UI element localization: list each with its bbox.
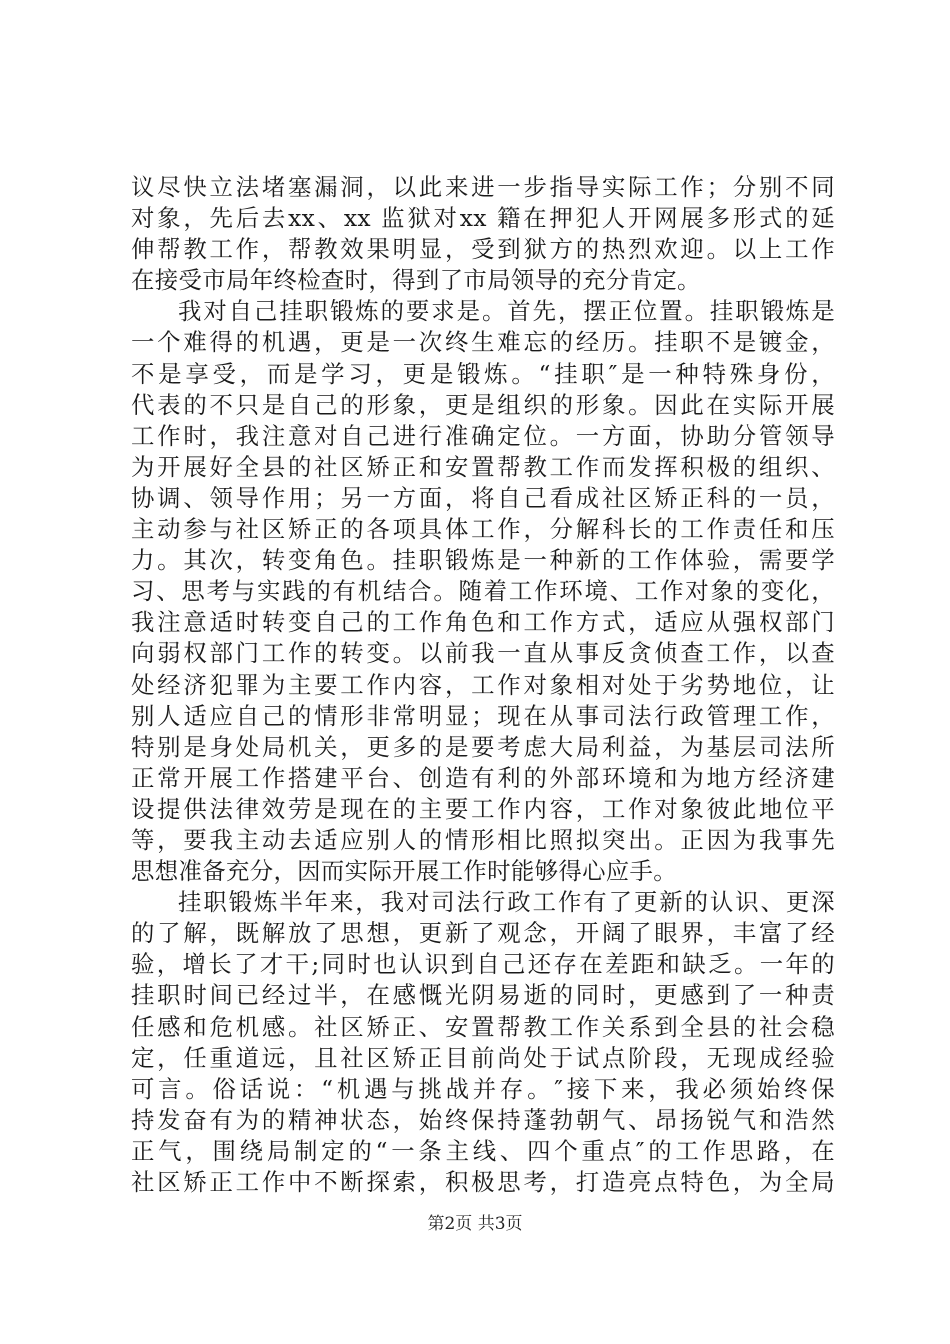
text-line: 协调、领导作用；另一方面，将自己看成社区矫正科的一员， (131, 483, 835, 512)
text-line: 习、思考与实践的有机结合。随着工作环境、工作对象的变化， (131, 577, 835, 606)
text-line: 可言。俗话说：“机遇与挑战并存。″接下来，我必须始终保 (131, 1074, 835, 1103)
text-line: 一个难得的机遇，更是一次终生难忘的经历。挂职不是镀金， (131, 328, 835, 357)
text-line: 任感和危机感。社区矫正、安置帮教工作关系到全县的社会稳 (131, 1012, 835, 1041)
text-line: 主动参与社区矫正的各项具体工作，分解科长的工作责任和压 (131, 515, 835, 544)
text-line: 伸帮教工作，帮教效果明显，受到狱方的热烈欢迎。以上工作 (131, 235, 835, 264)
text-line: 不是享受，而是学习，更是锻炼。“挂职″是一种特殊身份， (131, 359, 835, 388)
text-line: 我注意适时转变自己的工作角色和工作方式，适应从强权部门 (131, 608, 835, 637)
text-line: 正常开展工作搭建平台、创造有利的外部环境和为地方经济建 (131, 763, 835, 792)
paragraph-start-line: 挂职锻炼半年来，我对司法行政工作有了更新的认识、更深 (178, 888, 835, 917)
text-line: 别人适应自己的情形非常明显；现在从事司法行政管理工作， (131, 701, 835, 730)
text-line: 设提供法律效劳是现在的主要工作内容，工作对象彼此地位平 (131, 794, 835, 823)
text-line: 社区矫正工作中不断探索，积极思考，打造亮点特色，为全局 (131, 1168, 835, 1196)
page-number-footer: 第2页 共3页 (427, 1214, 523, 1234)
text-line: 验，增长了才干;同时也认识到自己还存在差距和缺乏。一年的 (131, 950, 835, 979)
text-line: 对象，先后去xx、xx 监狱对xx 籍在押犯人开网展多形式的延 (131, 204, 835, 233)
text-line: 处经济犯罪为主要工作内容，工作对象相对处于劣势地位，让 (131, 670, 835, 699)
text-line: 正气，围绕局制定的“一条主线、四个重点″的工作思路，在 (131, 1136, 835, 1165)
text-line: 持发奋有为的精神状态，始终保持蓬勃朝气、昂扬锐气和浩然 (131, 1105, 835, 1134)
text-line: 代表的不只是自己的形象，更是组织的形象。因此在实际开展 (131, 390, 835, 419)
text-line: 定，任重道远，且社区矫正目前尚处于试点阶段，无现成经验 (131, 1043, 835, 1072)
text-line: 等，要我主动去适应别人的情形相比照拟突出。正因为我事先 (131, 825, 835, 854)
text-line: 为开展好全县的社区矫正和安置帮教工作而发挥积极的组织、 (131, 452, 835, 481)
text-line: 向弱权部门工作的转变。以前我一直从事反贪侦查工作，以查 (131, 639, 835, 668)
text-line: 工作时，我注意对自己进行准确定位。一方面，协助分管领导 (131, 421, 835, 450)
paragraph-start-line: 我对自己挂职锻炼的要求是。首先，摆正位置。挂职锻炼是 (178, 297, 835, 326)
text-line: 议尽快立法堵塞漏洞，以此来进一步指导实际工作；分别不同 (131, 173, 835, 201)
text-line: 挂职时间已经过半，在感慨光阴易逝的同时，更感到了一种责 (131, 981, 835, 1010)
text-line: 在接受市局年终检查时，得到了市局领导的充分肯定。 (131, 266, 701, 295)
text-line: 的了解，既解放了思想，更新了观念，开阔了眼界，丰富了经 (131, 919, 835, 948)
text-line: 力。其次，转变角色。挂职锻炼是一种新的工作体验，需要学 (131, 546, 835, 575)
body-text (131, 172, 835, 1198)
text-line: 特别是身处局机关，更多的是要考虑大局利益，为基层司法所 (131, 732, 835, 761)
text-line: 思想准备充分，因而实际开展工作时能够得心应手。 (131, 857, 678, 886)
